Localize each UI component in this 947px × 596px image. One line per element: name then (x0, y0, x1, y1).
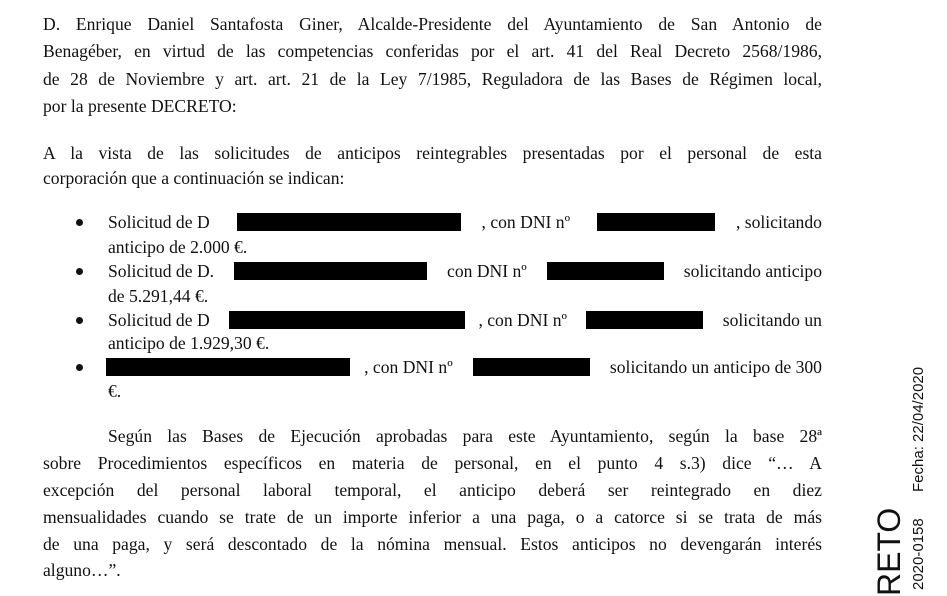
request-item-2-line (108, 260, 822, 282)
intro-line: por la presente DECRETO: (43, 96, 237, 116)
intro-line: D. Enrique Daniel Santafosta Giner, Alcalde-Presidente del Ayuntamiento de San Antonio de (43, 14, 822, 34)
request-dni-label: , con DNI nº (478, 310, 567, 330)
intro-line: Benagéber, en virtud de las competencias conferidas por el art. 41 del Real Decreto 2568/1986, (43, 41, 822, 61)
request-prefix: Solicitud de D (108, 212, 210, 232)
request-item-1-amount: anticipo de 2.000 €. (108, 237, 248, 257)
redacted-dni (473, 358, 590, 376)
request-prefix: Solicitud de D. (108, 261, 215, 281)
request-item-4-line (106, 356, 822, 378)
redacted-name (229, 311, 465, 329)
bullet-marker (76, 268, 83, 275)
request-suffix: , solicitando (735, 212, 822, 232)
bases-line: sobre Procedimientos específicos en materia de personal, en el punto 4 s.3) dice “… A (43, 453, 822, 473)
bases-line: excepción del personal laboral temporal, el anticipo deberá ser reintegrado en diez (43, 480, 822, 500)
request-prefix: Solicitud de D (108, 310, 210, 330)
bases-line: de una paga, y será descontado de la nómina mensual. Estos anticipos no devengarán interés (43, 534, 822, 554)
request-item-3-line (108, 309, 822, 331)
redacted-name (234, 262, 427, 280)
request-suffix: solicitando un anticipo de 300 (609, 357, 822, 377)
request-dni-label: , con DNI nº (364, 357, 453, 377)
redacted-name (237, 213, 461, 231)
bases-line: Según las Bases de Ejecución aprobadas para este Ayuntamiento, según la base 28ª (108, 426, 822, 446)
stamp-number: 2020-0158 (910, 518, 927, 590)
request-item-4-amount: €. (108, 381, 122, 401)
request-suffix: solicitando un (722, 310, 822, 330)
bases-line: alguno…”. (43, 560, 121, 580)
redacted-dni (547, 262, 664, 280)
vista-line: A la vista de las solicitudes de anticipos reintegrables presentadas por el personal de esta (43, 143, 822, 163)
bullet-marker (76, 219, 83, 226)
redacted-name (106, 358, 350, 376)
redacted-dni (597, 213, 715, 231)
vista-line: corporación que a continuación se indican: (43, 168, 345, 188)
stamp-date: Fecha: 22/04/2020 (910, 366, 927, 492)
request-dni-label: , con DNI nº (481, 212, 571, 232)
intro-line: de 28 de Noviembre y art. art. 21 de la Ley 7/1985, Reguladora de las Bases de Régimen local, (43, 69, 822, 89)
request-item-1-line (108, 211, 822, 233)
redacted-dni (586, 311, 703, 329)
stamp-word: RETO (871, 507, 907, 596)
bullet-marker (76, 317, 83, 324)
request-item-3-amount: anticipo de 1.929,30 €. (108, 333, 270, 353)
request-item-2-amount: de 5.291,44 €. (108, 286, 209, 306)
bullet-marker (76, 364, 83, 371)
request-dni-label: con DNI nº (447, 261, 527, 281)
bases-line: mensualidades cuando se trate de un importe inferior a una paga, o a catorce si se trata de más (43, 507, 822, 527)
request-suffix: solicitando anticipo (683, 261, 822, 281)
